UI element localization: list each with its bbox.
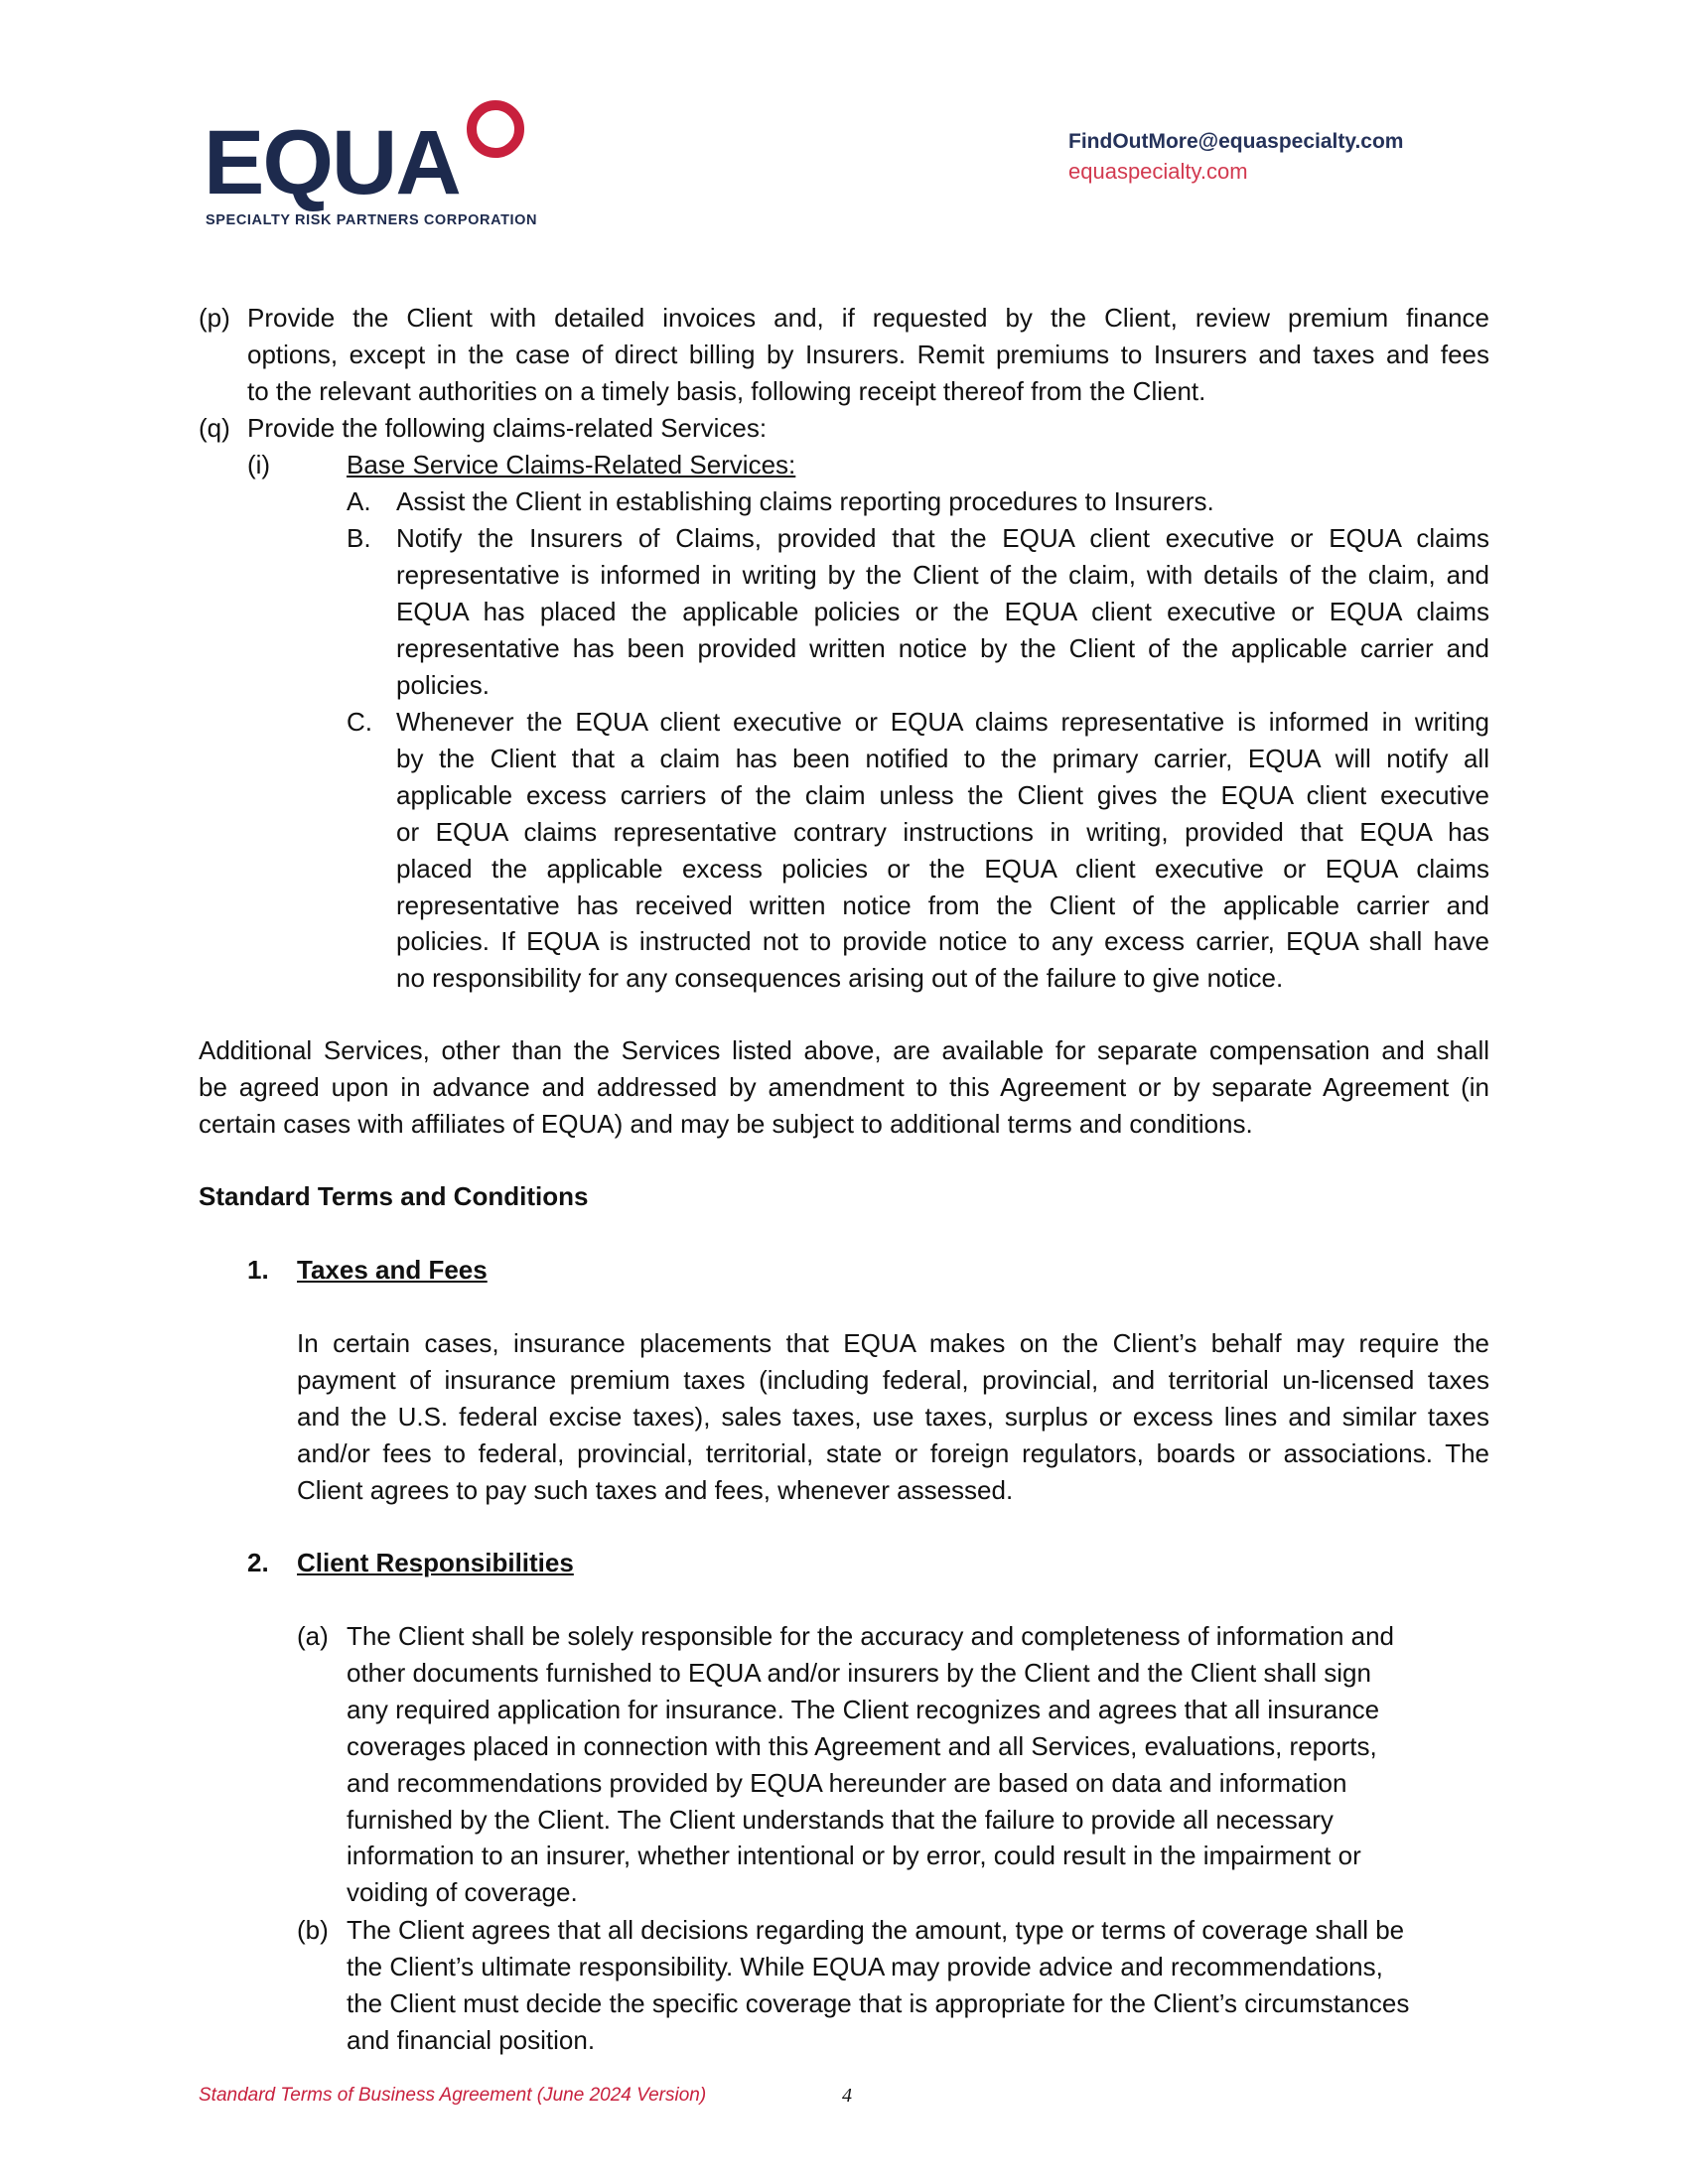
page-number: 4: [842, 2085, 852, 2107]
text-line: policies. If EQUA is instructed not to provide notice to any excess carrier, EQUA shall have: [396, 926, 1489, 957]
section-1-paragraph: [297, 1325, 1489, 1509]
text-line: Whenever the EQUA client executive or EQUA claims representative is informed in writing: [396, 707, 1489, 737]
sub-marker-i: (i): [247, 450, 271, 479]
text-line: or EQUA claims representative contrary instructions in writing, provided that EQUA has: [396, 816, 1489, 847]
item-a-text: [347, 1618, 1394, 1911]
text-line: In certain cases, insurance placements that EQUA makes on the Client’s behalf may require the: [297, 1328, 1489, 1358]
logo-ring-icon: [467, 100, 524, 158]
item-marker-B: B.: [347, 523, 371, 553]
text-line: by the Client that a claim has been notified to the primary carrier, EQUA will notify all: [396, 743, 1489, 773]
text-line: the Client’s ultimate responsibility. While EQUA may provide advice and recommendations,: [347, 1951, 1383, 1981]
text-line: Base Service Claims-Related Services:: [347, 450, 796, 479]
text-line: representative is informed in writing by the Client of the claim, with details of the claim, and: [396, 559, 1489, 590]
text-line: the Client must decide the specific coverage that is appropriate for the Client’s circumstances: [347, 1987, 1410, 2018]
item-B-text: [396, 520, 1489, 704]
text-line: to the relevant authorities on a timely basis, following receipt thereof from the Client.: [247, 375, 1206, 406]
text-line: applicable excess carriers of the claim unless the Client gives the EQUA client executive: [396, 779, 1489, 810]
text-line: Provide the Client with detailed invoices and, if requested by the Client, review premium finance: [247, 303, 1489, 333]
contact-block: [1068, 127, 1403, 187]
text-line: policies.: [396, 669, 490, 700]
item-b-text: [347, 1912, 1409, 2059]
text-line: and the U.S. federal excise taxes), sales taxes, use taxes, surplus or excess lines and similar taxes: [297, 1401, 1489, 1432]
text-line: certain cases with affiliates of EQUA) and may be subject to additional terms and conditions.: [199, 1108, 1253, 1139]
text-line: representative has received written notice from the Client of the applicable carrier and: [396, 889, 1489, 920]
text-line: representative has been provided written notice by the Client of the applicable carrier and: [396, 632, 1489, 663]
section-1-title: Taxes and Fees: [297, 1255, 488, 1285]
item-marker-C: C.: [347, 707, 372, 737]
text-line: The Client agrees that all decisions regarding the amount, type or terms of coverage shall be: [347, 1915, 1405, 1945]
section-1-number: 1.: [247, 1255, 269, 1285]
item-C-text: [396, 704, 1489, 997]
item-marker-a: (a): [297, 1621, 329, 1651]
text-line: no responsibility for any consequences arising out of the failure to give notice.: [396, 963, 1284, 994]
equa-logo: [204, 97, 538, 236]
text-line: voiding of coverage.: [347, 1877, 578, 1908]
item-p-text: [247, 300, 1489, 410]
text-line: EQUA has placed the applicable policies or the EQUA client executive or EQUA claims: [396, 596, 1489, 626]
contact-email-link[interactable]: FindOutMore@equaspecialty.com: [1068, 130, 1404, 153]
text-line: placed the applicable excess policies or the EQUA client executive or EQUA claims: [396, 853, 1489, 884]
text-line: and/or fees to federal, provincial, territorial, state or foreign regulators, boards or associations. The: [297, 1437, 1489, 1468]
text-line: be agreed upon in advance and addressed by amendment to this Agreement or by separate Agreement (in: [199, 1071, 1489, 1102]
text-line: Assist the Client in establishing claims reporting procedures to Insurers.: [396, 486, 1214, 516]
item-q-text: [247, 410, 767, 447]
text-line: furnished by the Client. The Client understands that the failure to provide all necessary: [347, 1804, 1334, 1835]
text-line: options, except in the case of direct billing by Insurers. Remit premiums to Insurers and taxes and fees: [247, 339, 1489, 369]
text-line: information to an insurer, whether intentional or by error, could result in the impairment or: [347, 1841, 1361, 1871]
text-line: coverages placed in connection with this Agreement and all Services, evaluations, reports,: [347, 1730, 1377, 1761]
text-line: and financial position.: [347, 2024, 596, 2055]
text-line: Client agrees to pay such taxes and fees, whenever assessed.: [297, 1474, 1014, 1505]
standard-terms-heading: Standard Terms and Conditions: [199, 1181, 589, 1211]
contact-website-link[interactable]: equaspecialty.com: [1068, 159, 1248, 184]
text-line: other documents furnished to EQUA and/or insurers by the Client and the Client shall sign: [347, 1657, 1371, 1688]
footer-text: Standard Terms of Business Agreement (June 2024 Version): [199, 2085, 707, 2106]
section-2-title: Client Responsibilities: [297, 1548, 574, 1577]
item-A-text: [396, 483, 1214, 520]
logo-tagline: SPECIALTY RISK PARTNERS CORPORATION: [206, 212, 538, 228]
item-marker-p: (p): [199, 303, 230, 333]
text-line: The Client shall be solely responsible for the accuracy and completeness of information and: [347, 1621, 1395, 1651]
additional-services-paragraph: [199, 1032, 1489, 1143]
item-marker-q: (q): [199, 413, 230, 443]
text-line: Provide the following claims-related Services:: [247, 413, 768, 443]
item-marker-A: A.: [347, 486, 371, 516]
text-line: Additional Services, other than the Services listed above, are available for separate compensation and shall: [199, 1035, 1489, 1065]
item-marker-b: (b): [297, 1915, 329, 1945]
sub-i-heading: [347, 447, 795, 483]
text-line: payment of insurance premium taxes (including federal, provincial, and territorial un-licensed taxes: [297, 1364, 1489, 1395]
logo-wordmark: EQUA: [204, 112, 460, 213]
text-line: any required application for insurance. The Client recognizes and agrees that all insurance: [347, 1694, 1380, 1724]
text-line: and recommendations provided by EQUA hereunder are based on data and information: [347, 1767, 1347, 1798]
text-line: Notify the Insurers of Claims, provided that the EQUA client executive or EQUA claims: [396, 523, 1489, 553]
section-2-number: 2.: [247, 1548, 269, 1577]
